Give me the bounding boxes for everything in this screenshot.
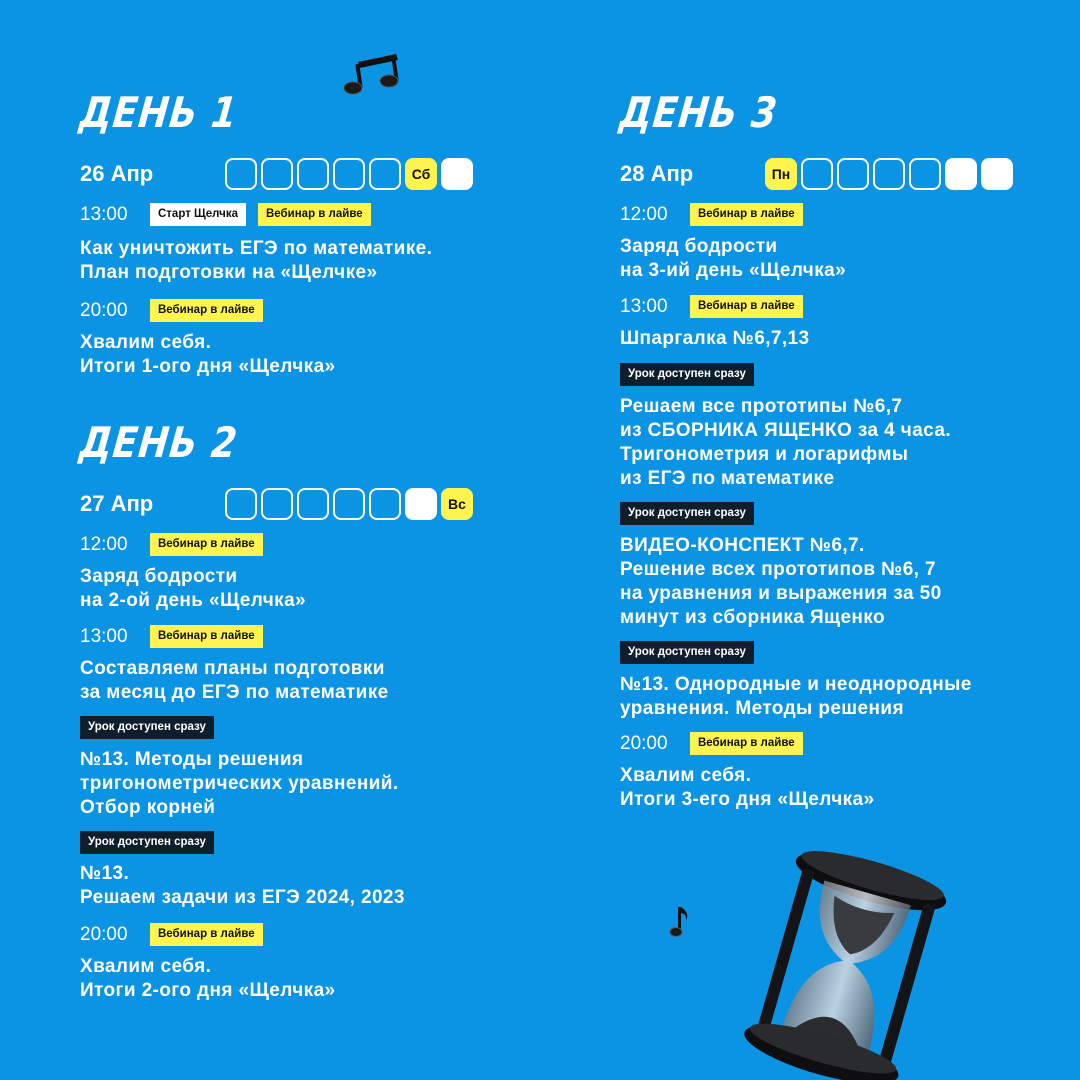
live-webinar-badge: Вебинар в лайве: [690, 732, 803, 755]
weekday-cell: [333, 488, 365, 520]
music-note-icon: [668, 905, 690, 939]
day-1-date-row: [80, 158, 473, 190]
weekday-cell: [333, 158, 365, 190]
weekday-cell-active: Пн: [765, 158, 797, 190]
live-webinar-badge: Вебинар в лайве: [150, 533, 263, 556]
event-time-row: [80, 533, 275, 556]
live-webinar-badge: Вебинар в лайве: [150, 923, 263, 946]
weekday-cell: [261, 158, 293, 190]
event-topic: Заряд бодрости на 3-ий день «Щелчка»: [620, 236, 847, 281]
event-topic: №13. Решаем задачи из ЕГЭ 2024, 2023: [80, 863, 405, 908]
day-3-title: ДЕНЬ 3: [617, 88, 781, 137]
day-1-date: 26 Апр: [80, 161, 154, 186]
event-time: 13:00: [80, 203, 128, 225]
event-time: 20:00: [80, 923, 128, 945]
event-time: 12:00: [620, 203, 668, 225]
weekday-cell-past: [945, 158, 977, 190]
event-topic: Заряд бодрости на 2-ой день «Щелчка»: [80, 566, 307, 611]
available-now-badge: Урок доступен сразу: [620, 502, 754, 525]
weekday-cell: [837, 158, 869, 190]
event-time-row: [80, 923, 275, 946]
weekday-cell: [225, 158, 257, 190]
available-now-badge: Урок доступен сразу: [80, 831, 214, 854]
weekday-cell-active: Вс: [441, 488, 473, 520]
event-time-row: [80, 299, 275, 322]
day-2-date: 27 Апр: [80, 491, 154, 516]
day-2-title: ДЕНЬ 2: [77, 418, 241, 467]
event-time-row: [80, 203, 383, 226]
weekday-cell: [369, 158, 401, 190]
live-webinar-badge: Вебинар в лайве: [690, 295, 803, 318]
live-webinar-badge: Вебинар в лайве: [150, 299, 263, 322]
available-now-badge: Урок доступен сразу: [620, 641, 754, 664]
event-time: 20:00: [620, 732, 668, 754]
event-topic: Хвалим себя. Итоги 3-его дня «Щелчка»: [620, 765, 875, 810]
start-badge: Старт Щелчка: [150, 203, 246, 226]
event-topic: Составляем планы подготовки за месяц до ЕГЭ по математике: [80, 658, 389, 703]
event-time: 13:00: [80, 625, 128, 647]
hourglass-icon: [712, 850, 982, 1080]
weekday-cell: [261, 488, 293, 520]
live-webinar-badge: Вебинар в лайве: [690, 203, 803, 226]
day-1-week: [225, 158, 473, 190]
weekday-cell-past: [441, 158, 473, 190]
day-2-week: [225, 488, 473, 520]
weekday-cell-past: [405, 488, 437, 520]
event-topic: Как уничтожить ЕГЭ по математике. План подготовки на «Щелчке»: [80, 238, 433, 283]
weekday-cell-active: Сб: [405, 158, 437, 190]
event-topic: Хвалим себя. Итоги 2-ого дня «Щелчка»: [80, 956, 336, 1001]
live-webinar-badge: Вебинар в лайве: [258, 203, 371, 226]
event-time: 13:00: [620, 295, 668, 317]
event-topic: Хвалим себя. Итоги 1-ого дня «Щелчка»: [80, 332, 336, 377]
event-time-row: [80, 625, 275, 648]
day-1-title: ДЕНЬ 1: [77, 88, 241, 137]
event-topic: Шпаргалка №6,7,13: [620, 328, 810, 349]
music-note-icon: [340, 52, 402, 98]
event-time-row: [620, 295, 815, 318]
day-3-week: [765, 158, 1013, 190]
event-time-row: [620, 732, 815, 755]
weekday-cell: [369, 488, 401, 520]
event-topic: №13. Однородные и неоднородные уравнения. Методы решения: [620, 674, 972, 719]
day-2-date-row: [80, 488, 473, 520]
event-time: 12:00: [80, 533, 128, 555]
event-topic: ВИДЕО-КОНСПЕКТ №6,7. Решение всех прототипов №6, 7 на уравнения и выражения за 50 минут из сборника Ященко: [620, 535, 942, 628]
weekday-cell: [297, 488, 329, 520]
weekday-cell: [297, 158, 329, 190]
weekday-cell: [909, 158, 941, 190]
live-webinar-badge: Вебинар в лайве: [150, 625, 263, 648]
day-3-date-row: [620, 158, 1013, 190]
event-time: 20:00: [80, 299, 128, 321]
event-topic: №13. Методы решения тригонометрических уравнений. Отбор корней: [80, 749, 399, 818]
available-now-badge: Урок доступен сразу: [80, 716, 214, 739]
event-time-row: [620, 203, 815, 226]
event-topic: Решаем все прототипы №6,7 из СБОРНИКА ЯЩЕНКО за 4 часа. Тригонометрия и логарифмы из ЕГЭ по математике: [620, 396, 952, 489]
day-3-date: 28 Апр: [620, 161, 694, 186]
weekday-cell-past: [981, 158, 1013, 190]
weekday-cell: [873, 158, 905, 190]
weekday-cell: [225, 488, 257, 520]
weekday-cell: [801, 158, 833, 190]
available-now-badge: Урок доступен сразу: [620, 363, 754, 386]
